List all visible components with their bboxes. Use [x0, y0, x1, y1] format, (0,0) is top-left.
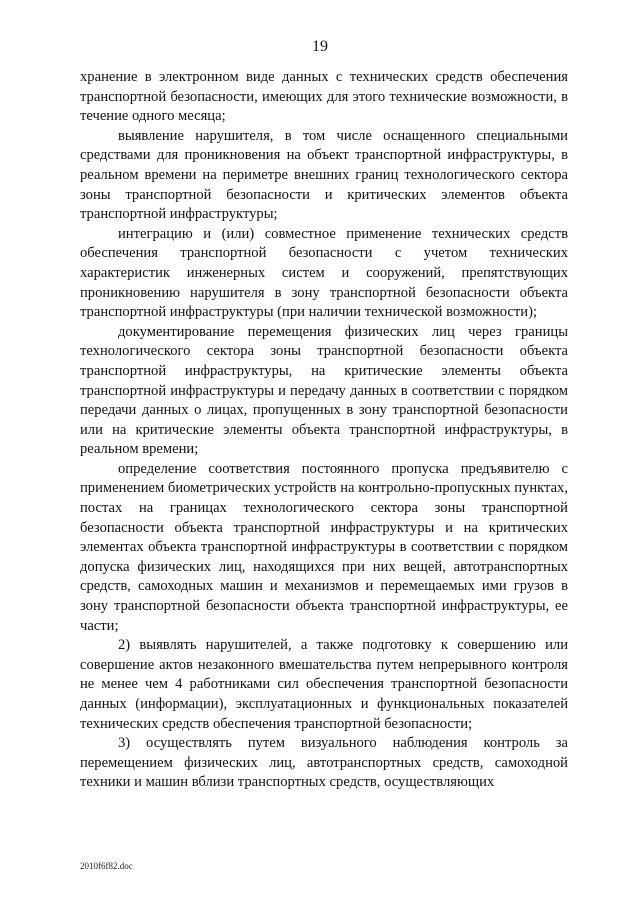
paragraph-item-2: 2) выявлять нарушителей, а также подготовку к совершению или совершение актов незаконного вмешательства путем непрерывного контроля не менее чем 4 работниками сил обеспечения транспортной безопасности данных (информации), эксплуатационных и функциональных показателей технических средств обеспечения транспортной безопасности;: [80, 637, 568, 732]
paragraph-pass-verification: определение соответствия постоянного пропуска предъявителю с применением биометрических устройств на контрольно-пропускных пунктах, постах на границах технологического сектора зоны транспортной безопасности объекта транспортной инфраструктуры и на критических элементах объекта транспортной инфраструктуры в соответствии с порядком допуска физических лиц, находящихся при них вещей, автотранспортных средств, самоходных машин и механизмов и перемещаемых ими грузов в зону транспортной безопасности объекта транспортной инфраструктуры, ее части;: [80, 460, 568, 634]
footer-filename: 2010f6f82.doc: [80, 861, 133, 871]
document-body: [80, 68, 568, 793]
paragraph-intruder-detection: выявление нарушителя, в том числе оснащенного специальными средствами для проникновения на объект транспортной инфраструктуры, в реальном времени на периметре внешних границ технологического сектора зоны транспортной безопасности и критических элементов объекта транспортной инфраструктуры;: [80, 127, 568, 223]
paragraph-integration: интеграцию и (или) совместное применение технических средств обеспечения транспортной безопасности с учетом технических характеристик инженерных систем и сооружений, препятствующих проникновению нарушителя в зону транспортной безопасности объекта транспортной инфраструктуры (при наличии технической возможности);: [80, 225, 568, 321]
paragraph-documenting: документирование перемещения физических лиц через границы технологического сектора зоны транспортной безопасности объекта транспортной инфраструктуры, на критические элементы объекта транспортной инфраструктуры и передачу данных в соответствии с порядком передачи данных о лицах, пропущенных в зону транспортной безопасности или на критические элементы объекта транспортной инфраструктуры, в реальном времени;: [80, 323, 568, 458]
page-number: 19: [312, 38, 328, 55]
paragraph-item-3: 3) осуществлять путем визуального наблюдения контроль за перемещением физических лиц, автотранспортных средств, самоходной техники и машин вблизи транспортных средств, осуществляющих: [80, 735, 568, 791]
paragraph-storage: хранение в электронном виде данных с технических средств обеспечения транспортной безопасности, имеющих для этого технические возможности, в течение одного месяца;: [80, 69, 568, 125]
